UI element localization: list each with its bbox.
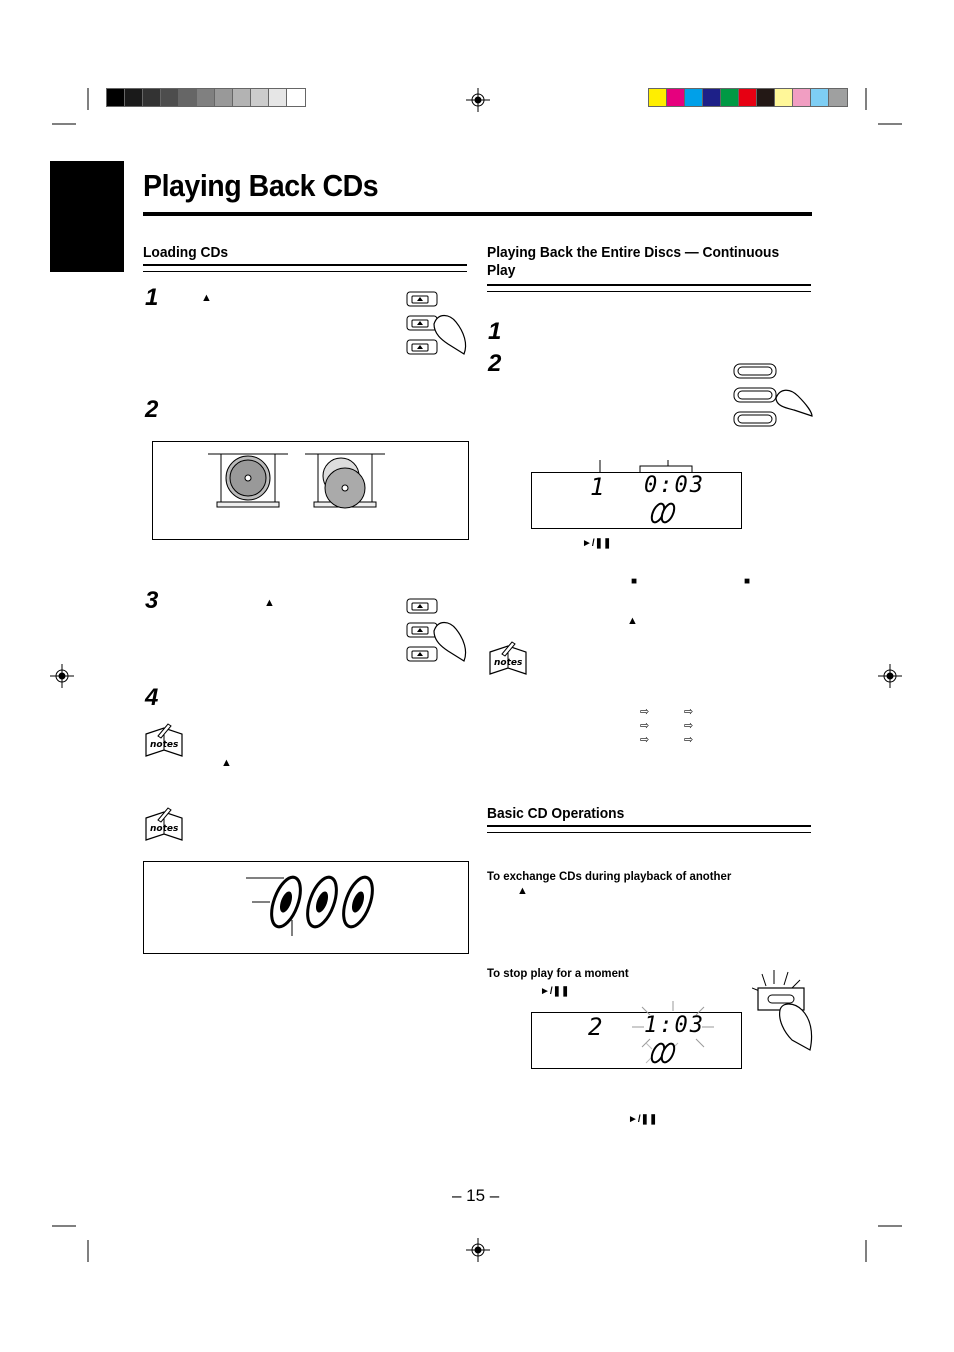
disc-indicator-1 [266,873,306,930]
disc-tray-illustration [153,442,468,539]
disc-playing-icon [648,501,678,525]
notes-label: notes [150,740,179,750]
step-number-4: 4 [145,684,159,711]
disc-tray-illustration-box [152,441,469,540]
disc-select-buttons-illustration [728,360,818,430]
exchange-cds-label: To exchange CDs during playback of another [487,869,732,883]
lcd-display-continuous [531,472,742,529]
arrow-icon: ⇨ [684,720,694,732]
registration-target-left [50,664,74,688]
notes-label: notes [494,658,523,668]
play-pause-button-press-illustration [752,970,816,1056]
display-disc-number: 2 [588,1013,603,1041]
disc-eject-buttons-illustration [404,595,472,667]
arrow-icon: ⇨ [684,706,694,718]
stop-icon: ■ [631,576,638,587]
arrow-icon: ⇨ [640,706,650,718]
disc-indicators-illustration [144,862,468,953]
section-margin-tab [50,161,124,272]
step-number-2: 2 [488,350,502,377]
arrow-icon: ⇨ [640,720,650,732]
step-number-1: 1 [145,284,159,311]
title-rule [143,212,812,216]
registration-target-right [878,664,902,688]
eject-icon: ▲ [264,597,275,609]
disc-indicator-2 [302,873,342,930]
basic-cd-operations-rule [487,825,811,833]
registration-target-top [466,88,490,112]
disc-paused-icon [644,1039,680,1067]
loading-cds-heading: Loading CDs [143,244,229,261]
notes-label: notes [150,824,179,834]
continuous-play-rule [487,284,811,292]
step-number-1: 1 [488,318,502,345]
disc-indicator-display-box [143,861,469,954]
loading-cds-rule [143,264,467,272]
display-time: 1:03 [644,1013,705,1038]
step-number-3: 3 [145,587,159,614]
basic-cd-operations-heading: Basic CD Operations [487,805,625,822]
stop-icon: ■ [744,576,751,587]
disc-indicator-3 [338,873,378,930]
registration-target-bottom [466,1238,490,1262]
stop-moment-label: To stop play for a moment [487,966,629,980]
play-pause-icon: ►/❚❚ [540,986,570,997]
disc-eject-buttons-illustration [404,288,472,360]
display-time: 0:03 [644,473,705,498]
page-title: Playing Back CDs [143,168,379,203]
eject-icon: ▲ [201,292,212,304]
notes-icon [144,806,186,844]
step-number-2: 2 [145,396,159,423]
eject-icon: ▲ [517,885,528,897]
play-pause-icon: ►/❚❚ [628,1114,658,1125]
page-number: – 15 – [452,1186,500,1205]
play-pause-icon: ►/❚❚ [582,538,612,549]
arrow-icon: ⇨ [684,734,694,746]
arrow-icon: ⇨ [640,734,650,746]
display-disc-number: 1 [590,473,605,501]
eject-icon: ▲ [221,757,232,769]
lcd-display-paused [531,1012,742,1069]
continuous-play-heading: Playing Back the Entire Discs — Continuous Play [487,244,780,279]
notes-icon [488,640,530,678]
notes-icon [144,722,186,760]
eject-icon: ▲ [627,615,638,627]
